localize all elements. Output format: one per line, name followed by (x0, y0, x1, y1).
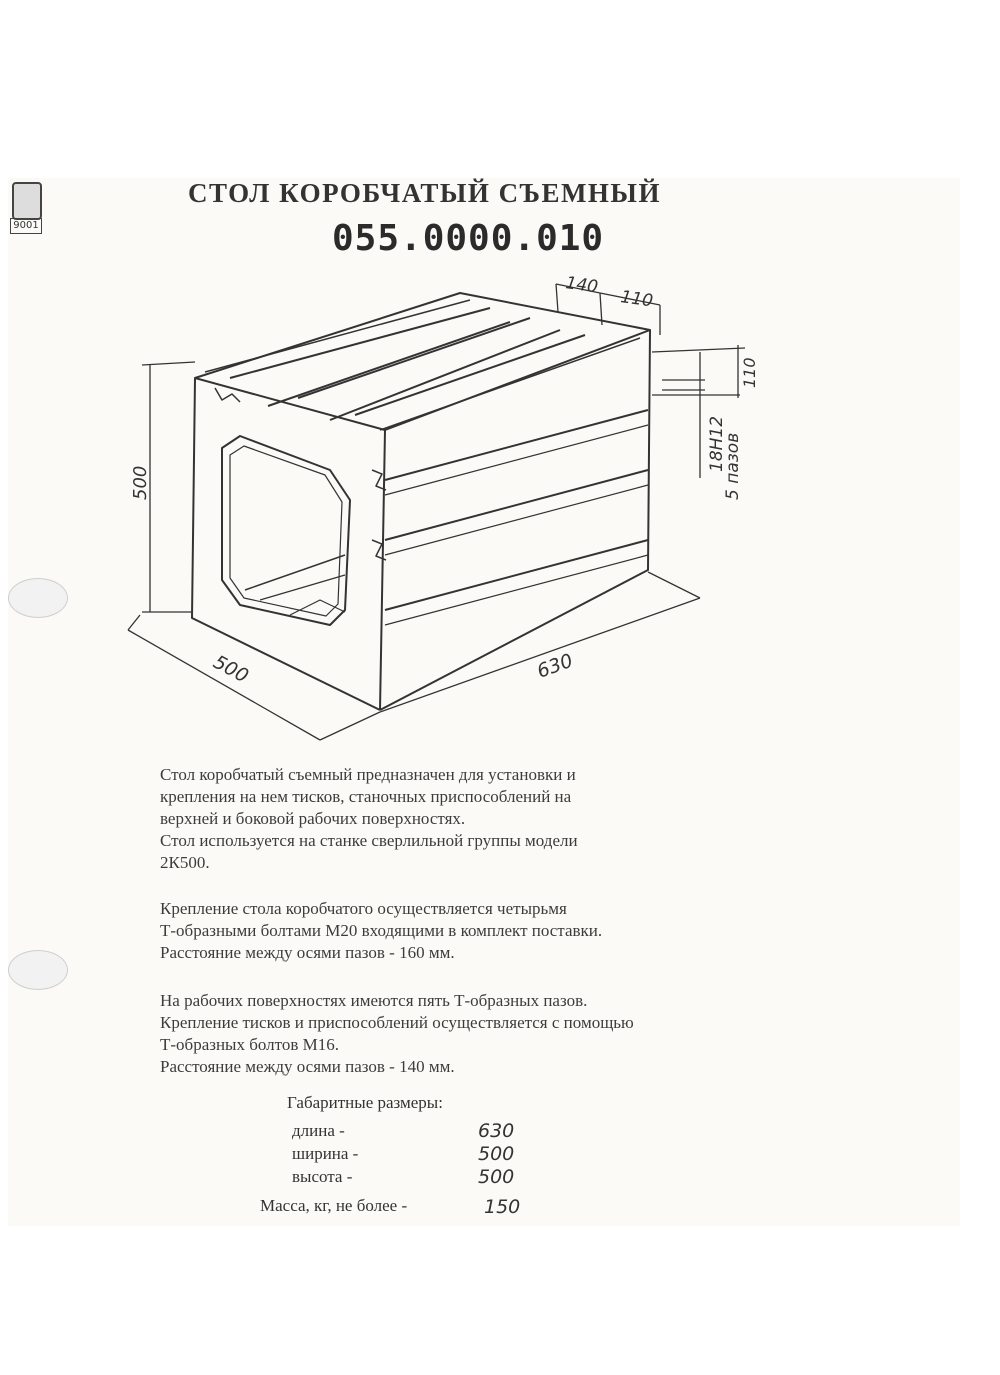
iso-badge: 9001 (10, 218, 42, 234)
description-paragraph-1 (160, 764, 578, 874)
text-line: Крепление тисков и приспособлений осуществляется с помощью (160, 1013, 634, 1032)
text-line: крепления на нем тисков, станочных приспособлений на (160, 787, 572, 806)
spec-mass-label: Масса, кг, не более - (260, 1196, 408, 1215)
text-line: Расстояние между осями пазов - 160 мм. (160, 943, 455, 962)
text-line: Стол коробчатый съемный предназначен для установки и (160, 765, 576, 784)
document-title: СТОЛ КОРОБЧАТЫЙ СЪЕМНЫЙ (188, 178, 661, 208)
text-line: Крепление стола коробчатого осуществляется четырьмя (160, 899, 567, 918)
description-paragraph-3 (160, 990, 634, 1078)
dim-rail-height: 110 (740, 357, 759, 388)
spec-length-value: 630 (478, 1120, 515, 1142)
specs-title: Габаритные размеры: (287, 1093, 443, 1112)
spec-width-label: ширина - (292, 1144, 359, 1163)
text-line: Т-образных болтов М16. (160, 1035, 339, 1054)
text-line: Расстояние между осями пазов - 140 мм. (160, 1057, 455, 1076)
text-line: 2К500. (160, 853, 210, 872)
top-surface (195, 293, 650, 430)
part-number: 055.0000.010 (332, 218, 605, 259)
spec-height-value: 500 (478, 1166, 515, 1188)
dim-slot-tolerance: 18Н12 (707, 415, 727, 472)
dim-height: 500 (130, 465, 151, 500)
text-line: Т-образными болтами М20 входящими в комплект поставки. (160, 921, 603, 940)
text-line: Стол используется на станке сверлильной группы модели (160, 831, 578, 850)
text-line: верхней и боковой рабочих поверхностях. (160, 809, 466, 828)
binder-hole-bottom (8, 950, 68, 990)
spec-height-label: высота - (292, 1167, 353, 1186)
dim-slot-count: 5 пазов (723, 432, 743, 500)
dim-width: 500 (209, 650, 253, 688)
dim-slot-spacing: 140 (564, 273, 600, 298)
text-line: На рабочих поверхностях имеются пять Т-образных пазов. (160, 991, 588, 1010)
dim-rail-width: 110 (619, 287, 655, 312)
spec-mass-value: 150 (484, 1196, 521, 1218)
description-paragraph-2 (160, 898, 602, 964)
dim-length: 630 (534, 649, 576, 683)
spec-length-label: длина - (292, 1121, 345, 1140)
spec-width-value: 500 (478, 1143, 515, 1165)
